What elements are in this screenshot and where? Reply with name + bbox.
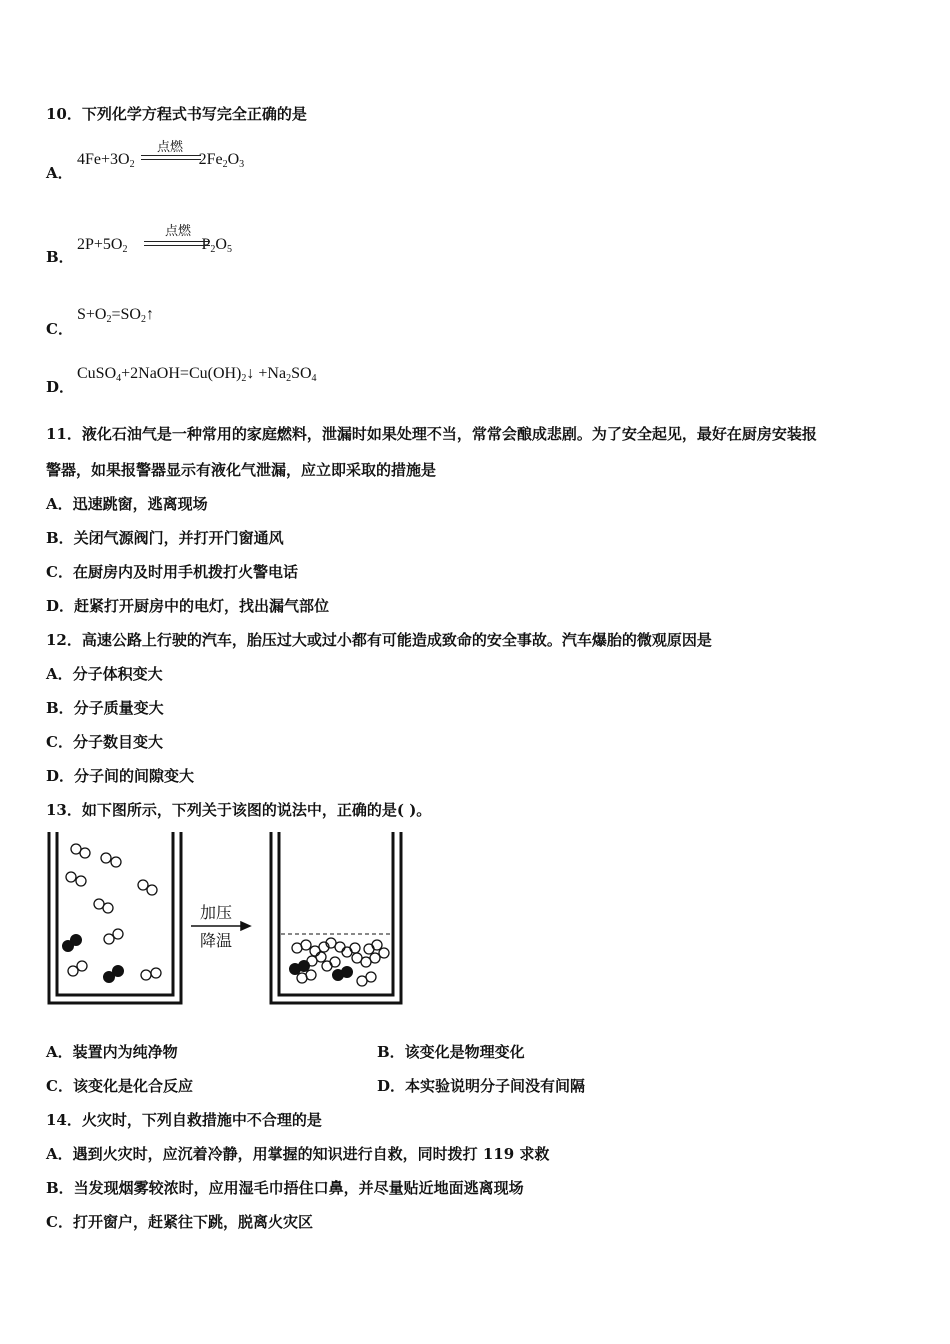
q14-option-b: B．当发现烟雾较浓时，应用湿毛巾捂住口鼻，并尽量贴近地面逃离现场 xyxy=(46,1179,524,1197)
q11-option-d: D．赶紧打开厨房中的电灯，找出漏气部位 xyxy=(46,597,330,615)
q13-option-a: A．装置内为纯净物 xyxy=(46,1043,178,1061)
q14-option-a: A．遇到火灾时，应沉着冷静，用掌握的知识进行自救，同时拨打 119 求救 xyxy=(46,1145,550,1163)
q10-option-b-formula: $2P+5O_2$ $P_2O_5$ xyxy=(77,236,232,255)
q13-stem: 13．如下图所示，下列关于该图的说法中，正确的是( )。 xyxy=(46,801,432,819)
q12-option-a: A．分子体积变大 xyxy=(46,665,163,683)
q14-option-c: C．打开窗户，赶紧往下跳，脱离火灾区 xyxy=(46,1213,313,1231)
arrow-bottom-label: 降温 xyxy=(199,931,233,950)
q10-option-a-letter: A． xyxy=(46,164,73,182)
q10-option-d-formula: $CuSO_4+2NaOH=Cu(OH)_2↓ +Na_2SO_4$ xyxy=(77,365,317,384)
q12-option-c: C．分子数目变大 xyxy=(46,733,163,751)
q12-option-b: B．分子质量变大 xyxy=(46,699,164,717)
q12-stem: 12．高速公路上行驶的汽车，胎压过大或过小都有可能造成致命的安全事故。汽车爆胎的微观原因是 xyxy=(46,631,712,649)
q10-option-b-condition: 点燃 xyxy=(164,224,191,239)
q13-option-d: D．本实验说明分子间没有间隔 xyxy=(377,1077,586,1095)
right-dark-molecules xyxy=(290,961,353,981)
q10-option-c-formula: $S+O_2=SO_2↑$ xyxy=(77,306,154,325)
q10-option-a-formula: $4Fe+3O_2$ $2Fe_2O_3$ xyxy=(77,151,245,170)
q10-option-a-equals xyxy=(141,155,201,160)
q10-option-d-letter: D． xyxy=(46,378,75,396)
q14-stem: 14．火灾时，下列自救措施中不合理的是 xyxy=(46,1111,322,1129)
q11-stem-line-1: 11．液化石油气是一种常用的家庭燃料，泄漏时如果处理不当，常常会酿成悲剧。为了安全起见，最好在厨房安装报 xyxy=(46,425,817,443)
q10-option-b-letter: B． xyxy=(46,248,74,266)
q11-option-b: B．关闭气源阀门，并打开门窗通风 xyxy=(46,529,284,547)
q10-option-c-letter: C． xyxy=(46,320,73,338)
q12-option-d: D．分子间的间隙变大 xyxy=(46,767,195,785)
q10-stem: 10．下列化学方程式书写完全正确的是 xyxy=(46,105,307,123)
arrow-top-label: 加压 xyxy=(199,903,233,922)
q13-figure xyxy=(40,828,410,1010)
q13-option-b: B．该变化是物理变化 xyxy=(377,1043,525,1061)
q10-option-b-equals xyxy=(144,241,210,246)
q10-option-a-condition: 点燃 xyxy=(156,140,183,155)
q11-option-a: A．迅速跳窗，逃离现场 xyxy=(46,495,208,513)
q13-option-c: C．该变化是化合反应 xyxy=(46,1077,193,1095)
arrow xyxy=(191,922,250,930)
q11-stem-line-2: 警器，如果报警器显示有液化气泄漏，应立即采取的措施是 xyxy=(46,461,437,479)
left-molecules xyxy=(66,844,161,980)
q11-option-c: C．在厨房内及时用手机拨打火警电话 xyxy=(46,563,298,581)
